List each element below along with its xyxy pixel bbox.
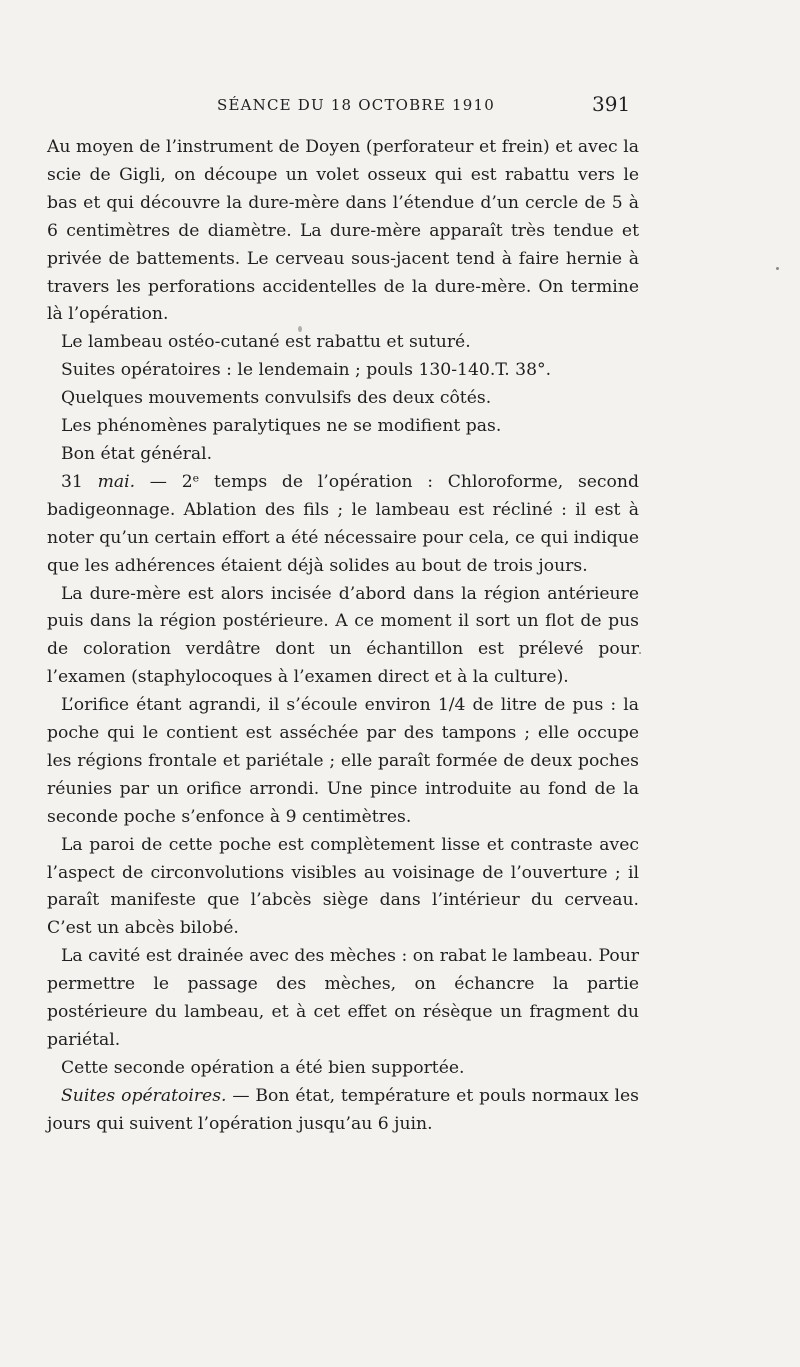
paragraph-13 bbox=[47, 1083, 639, 1139]
paragraph-1: Au moyen de l’instrument de Doyen (perforateur et frein) et avec la scie de Gigli, on découpe un volet osseux qui est rabattu vers le bas et qui découvre la dure-mère dans l’étendue d’un cercle de 5 à 6 centimètres de diamètre. La dure-mère apparaît très tendue et privée de battements. Le cerveau sous-jacent tend à faire hernie à travers les perforations accidentelles de la dure-mère. On termine là l’opération. bbox=[47, 137, 639, 325]
paragraph-2: Le lambeau ostéo-cutané est rabattu et suturé. bbox=[61, 332, 471, 353]
paragraph-10: La paroi de cette poche est complètement lisse et contraste avec l’aspect de circonvolutions visibles au voisinage de l’ouverture ; il paraît manifeste que l’abcès siège dans l’intérieur du cerveau. C’est un abcès bilobé. bbox=[47, 834, 639, 939]
suites-lead-italic: Suites opératoires. bbox=[61, 1085, 227, 1106]
paragraph-5: Les phénomènes paralytiques ne se modifient pas. bbox=[61, 416, 502, 437]
date-lead: 31 bbox=[61, 471, 98, 492]
page-header bbox=[0, 92, 800, 126]
paragraph-11: La cavité est drainée avec des mèches : on rabat le lambeau. Pour permettre le passage des mèches, on échancre la partie postérieure du lambeau, et à cet effet on résèque un fragment du pariétal. bbox=[47, 946, 639, 1050]
paragraph-7 bbox=[47, 469, 639, 581]
paragraph-13-text: — Bon état, température et pouls normaux les jours qui suivent l’opération jusqu’au 6 juin. bbox=[47, 1085, 639, 1134]
running-head: SÉANCE DU 18 OCTOBRE 1910 bbox=[217, 96, 495, 114]
paper-speck bbox=[298, 326, 302, 332]
paragraph-3: Suites opératoires : le lendemain ; pouls 130-140.T. 38°. bbox=[61, 360, 552, 381]
paper-speck bbox=[639, 652, 641, 654]
page-number: 391 bbox=[592, 92, 631, 116]
date-lead-italic: mai. bbox=[97, 471, 136, 492]
paragraph-12: Cette seconde opération a été bien supportée. bbox=[61, 1057, 465, 1078]
paper-speck bbox=[776, 267, 779, 270]
paragraph-9: L’orifice étant agrandi, il s’écoule environ 1/4 de litre de pus : la poche qui le contient est asséchée par des tampons ; elle occupe les régions frontale et pariétale ; elle paraît formée de deux poches réunies par un orifice arrondi. Une pince introduite au fond de la seconde poche s’enfonce à 9 centimètres. bbox=[47, 695, 639, 827]
body-text bbox=[47, 134, 639, 1139]
paragraph-8: La dure-mère est alors incisée d’abord dans la région antérieure puis dans la région postérieure. A ce moment il sort un flot de pus de coloration verdâtre dont un échantillon est prélevé pour l’examen (staphylocoques à l’examen direct et à la culture). bbox=[47, 583, 639, 688]
paragraph-4: Quelques mouvements convulsifs des deux côtés. bbox=[61, 388, 492, 409]
paragraph-6: Bon état général. bbox=[61, 443, 213, 464]
paragraph-7-text: — 2ᵉ temps de l’opération : Chloroforme, second badigeonnage. Ablation des fils ; le lambeau est récliné : il est à noter qu’un certain effort a été nécessaire pour cela, ce qui indique que les adhérences étaient déjà solides au bout de trois jours. bbox=[47, 471, 639, 576]
